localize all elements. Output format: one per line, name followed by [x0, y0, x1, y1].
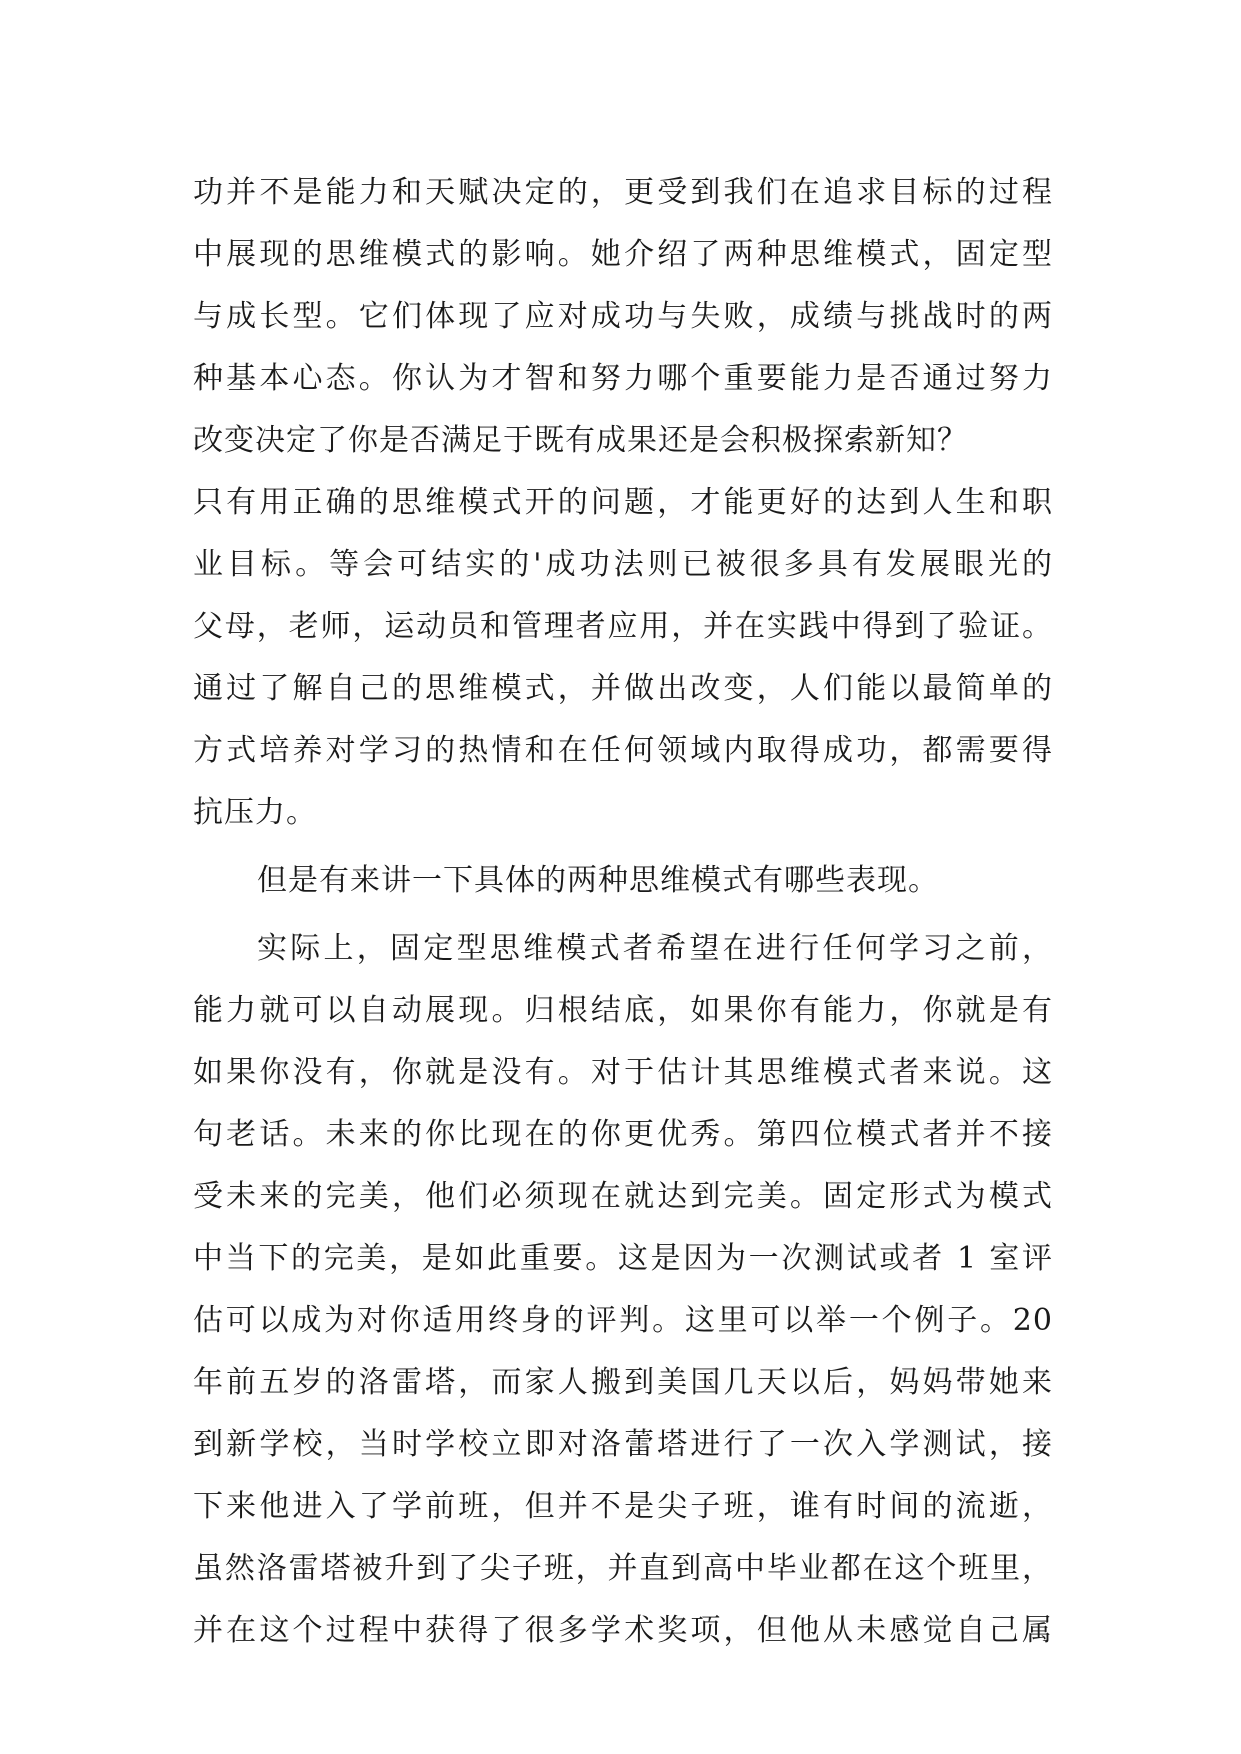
- paragraph: [193, 918, 1053, 1662]
- text-line: 实际上，固定型思维模式者希望在进行任何学习之前，: [257, 931, 1053, 966]
- text-line: 句老话。未来的你比现在的你更优秀。第四位模式者并不接: [193, 1117, 1053, 1152]
- text-line: 业目标。等会可结实的'成功法则已被很多具有发展眼光的: [193, 547, 1053, 582]
- text-line: 抗压力。: [193, 795, 317, 830]
- text-line: 中当下的完美，是如此重要。这是因为一次测试或者 1 室评: [193, 1241, 1053, 1276]
- text-line: 改变决定了你是否满足于既有成果还是会积极探索新知？: [193, 423, 968, 458]
- paragraph: [193, 850, 1053, 912]
- text-line: 功并不是能力和天赋决定的，更受到我们在追求目标的过程: [193, 175, 1053, 210]
- text-line: 通过了解自己的思维模式，并做出改变，人们能以最简单的: [193, 671, 1053, 706]
- text-line: 与成长型。它们体现了应对成功与失败，成绩与挑战时的两: [193, 299, 1053, 334]
- text-line: 年前五岁的洛雷塔，而家人搬到美国几天以后，妈妈带她来: [193, 1365, 1053, 1400]
- text-line: 方式培养对学习的热情和在任何领域内取得成功，都需要得: [193, 733, 1053, 768]
- text-line: 种基本心态。你认为才智和努力哪个重要能力是否通过努力: [193, 361, 1053, 396]
- text-line: 虽然洛雷塔被升到了尖子班，并直到高中毕业都在这个班里，: [193, 1551, 1053, 1586]
- text-line: 下来他进入了学前班，但并不是尖子班，谁有时间的流逝，: [193, 1489, 1053, 1524]
- text-line: 中展现的思维模式的影响。她介绍了两种思维模式，固定型: [193, 237, 1053, 272]
- text-line: 估可以成为对你适用终身的评判。这里可以举一个例子。20: [193, 1303, 1053, 1338]
- text-line: 但是有来讲一下具体的两种思维模式有哪些表现。: [257, 863, 939, 898]
- text-line: 受未来的完美，他们必须现在就达到完美。固定形式为模式: [193, 1179, 1053, 1214]
- text-line: 父母，老师，运动员和管理者应用，并在实践中得到了验证。: [193, 609, 1053, 644]
- text-line: 只有用正确的思维模式开的问题，才能更好的达到人生和职: [193, 485, 1053, 520]
- body-text: [193, 162, 1053, 1662]
- text-line: 能力就可以自动展现。归根结底，如果你有能力，你就是有: [193, 993, 1053, 1028]
- text-line: 如果你没有，你就是没有。对于估计其思维模式者来说。这: [193, 1055, 1053, 1090]
- paragraph: [193, 162, 1053, 844]
- text-line: 到新学校，当时学校立即对洛蕾塔进行了一次入学测试，接: [193, 1427, 1053, 1462]
- text-line: 并在这个过程中获得了很多学术奖项，但他从未感觉自己属: [193, 1613, 1053, 1648]
